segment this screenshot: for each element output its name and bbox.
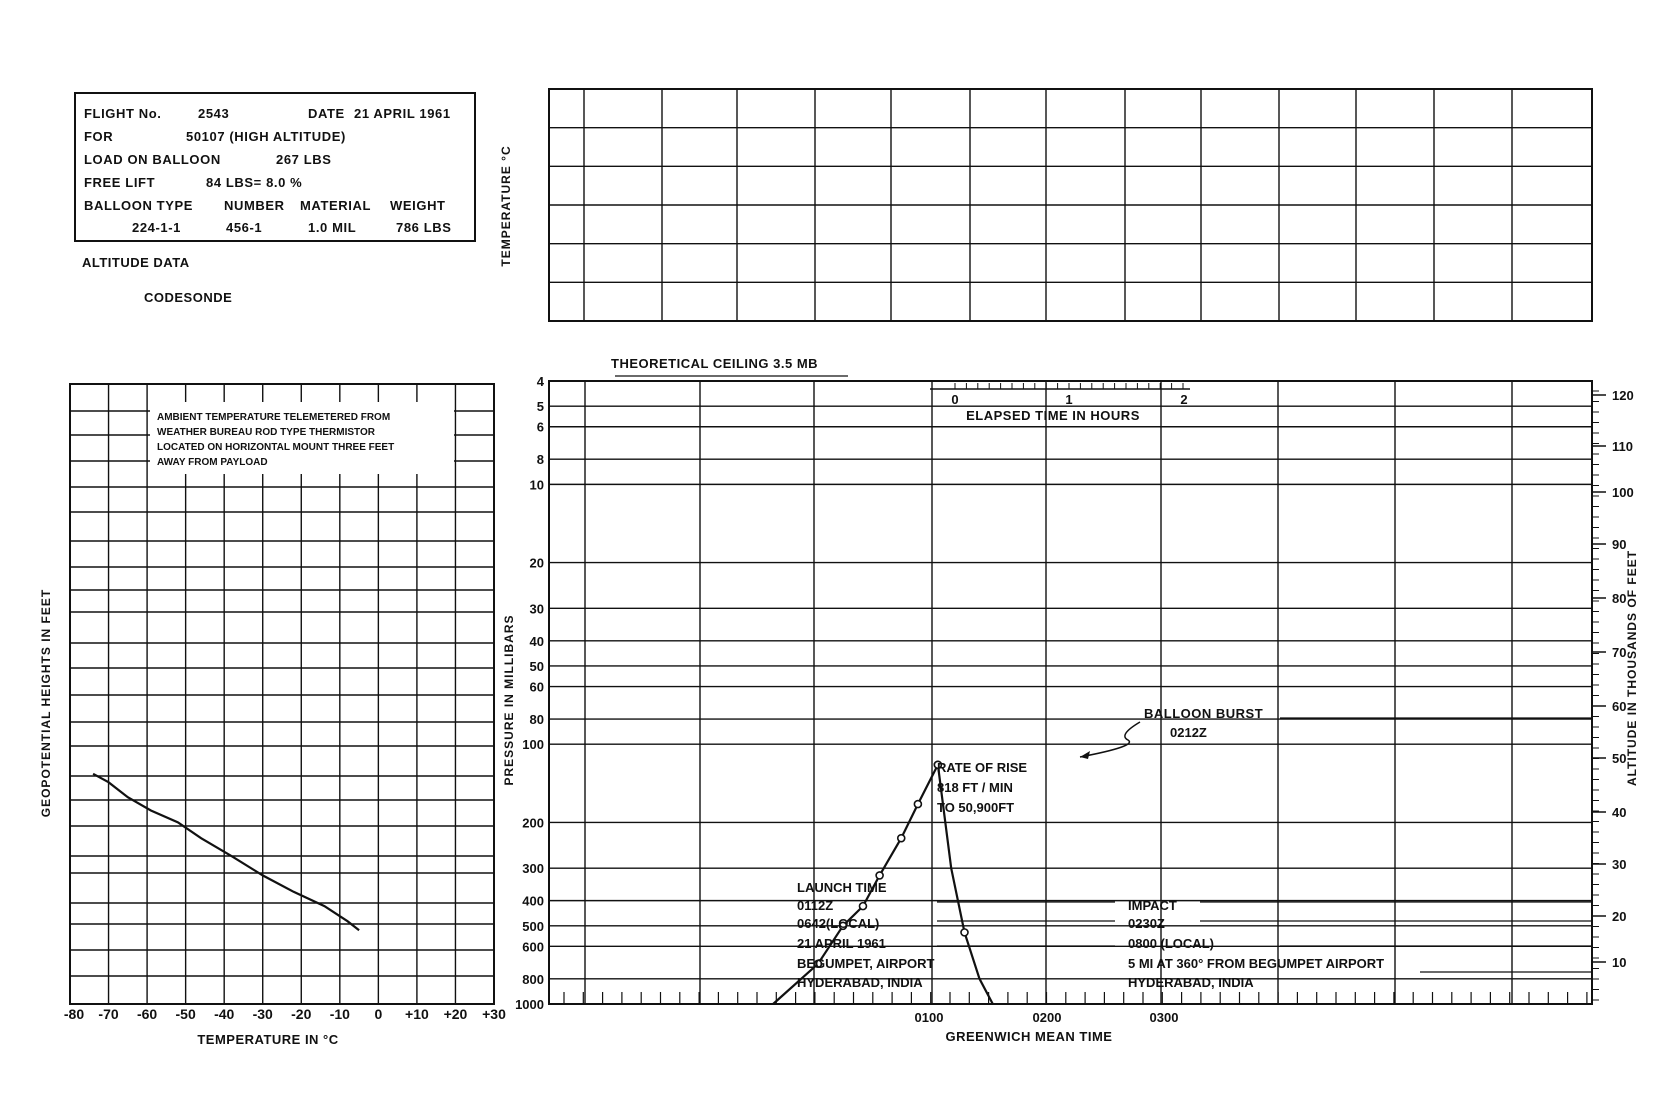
temp-tick-label: -50 [175, 1006, 196, 1022]
temp-tick-label: -60 [136, 1006, 158, 1022]
altitude-tick-label: 110 [1612, 439, 1633, 454]
gmt-tick-label: 0200 [1032, 1010, 1062, 1025]
free-lift-value: 84 LBS= 8.0 % [206, 175, 303, 190]
pressure-tick-label: 500 [522, 918, 544, 934]
altitude-tick-label: 20 [1612, 909, 1627, 924]
ascent-point [876, 872, 883, 879]
temp-tick-label: -10 [329, 1006, 350, 1022]
temp-tick-label: +20 [443, 1006, 468, 1022]
header-balloon-type: BALLOON TYPE [84, 198, 194, 213]
rate-of-rise-line-3: TO 50,900FT [937, 800, 1015, 815]
free-lift-label: FREE LIFT [84, 175, 156, 190]
altitude-tick-label: 120 [1612, 388, 1634, 403]
left-chart-frame [70, 384, 494, 1004]
for-label: FOR [84, 129, 114, 144]
pressure-tick-label: 40 [529, 633, 544, 649]
flight-number-label: FLIGHT No. [84, 106, 162, 121]
balloon-material-value: 1.0 MIL [308, 220, 357, 235]
launch-line-6: HYDERABAD, INDIA [797, 975, 923, 990]
annotation-line-1: AMBIENT TEMPERATURE TELEMETERED FROM [157, 412, 391, 423]
annotation-line-2: WEATHER BUREAU ROD TYPE THERMISTOR [157, 427, 375, 438]
elapsed-tick-label: 1 [1065, 392, 1073, 407]
gmt-tick-label: 0300 [1149, 1010, 1179, 1025]
rate-of-rise-line-2: 818 FT / MIN [937, 780, 1013, 795]
annotation-line-3: LOCATED ON HORIZONTAL MOUNT THREE FEET [157, 442, 395, 453]
balloon-weight-value: 786 LBS [396, 220, 452, 235]
pressure-tick-label: 10 [529, 477, 544, 493]
altitude-tick-label: 30 [1612, 857, 1627, 872]
header-number: NUMBER [224, 198, 285, 213]
pressure-tick-label: 30 [529, 601, 544, 617]
ascent-point [914, 801, 921, 808]
elapsed-time-label: ELAPSED TIME IN HOURS [966, 408, 1140, 423]
launch-line-3: 0642(LOCAL) [797, 916, 880, 931]
temp-tick-label: +10 [405, 1006, 429, 1022]
pressure-tick-label: 200 [522, 815, 544, 831]
ambient-temperature-line [93, 774, 359, 930]
launch-line-5: BEGUMPET, AIRPORT [797, 956, 935, 971]
main-chart-y2label: ALTITUDE IN THOUSANDS OF FEET [1625, 549, 1639, 787]
main-chart-frame [549, 381, 1592, 1004]
pressure-tick-label: 6 [536, 419, 544, 435]
temp-tick-label: -30 [252, 1006, 273, 1022]
header-material: MATERIAL [300, 198, 371, 213]
pressure-tick-label: 600 [522, 939, 544, 955]
pressure-tick-label: 400 [522, 893, 544, 909]
rate-of-rise-line-1: RATE OF RISE [937, 760, 1028, 775]
left-chart-ylabel: GEOPOTENTIAL HEIGHTS IN FEET [39, 588, 53, 818]
date-value: 21 APRIL 1961 [354, 106, 451, 121]
pressure-tick-label: 8 [536, 452, 544, 468]
ascent-point [859, 903, 866, 910]
altitude-tick-label: 90 [1612, 537, 1627, 552]
burst-arrowhead [1080, 751, 1090, 759]
impact-line-1: IMPACT [1128, 898, 1177, 913]
temp-tick-label: 0 [374, 1006, 383, 1022]
launch-line-2: 0112Z [797, 898, 834, 913]
load-label: LOAD ON BALLOON [84, 152, 221, 167]
annotation-line-4: AWAY FROM PAYLOAD [157, 457, 268, 468]
temp-tick-label: +30 [482, 1006, 506, 1022]
left-chart-xlabel: TEMPERATURE IN °C [197, 1032, 339, 1047]
pressure-tick-label: 300 [522, 861, 544, 877]
altitude-tick-label: 70 [1612, 645, 1627, 660]
pressure-tick-label: 5 [536, 399, 544, 415]
top-chart-ylabel: TEMPERATURE °C [499, 145, 513, 267]
ascent-point [898, 835, 905, 842]
pressure-tick-label: 1000 [515, 997, 544, 1012]
pressure-tick-label: 50 [529, 658, 544, 674]
codesonde-label: CODESONDE [144, 290, 233, 305]
pressure-tick-label: 80 [529, 712, 544, 728]
altitude-tick-label: 10 [1612, 955, 1627, 970]
main-chart-xlabel: GREENWICH MEAN TIME [945, 1029, 1113, 1044]
load-value: 267 LBS [276, 152, 332, 167]
date-label: DATE [308, 106, 345, 121]
pressure-tick-label: 20 [529, 555, 544, 571]
altitude-tick-label: 50 [1612, 751, 1627, 766]
altitude-data-label: ALTITUDE DATA [82, 255, 190, 270]
altitude-tick-label: 40 [1612, 805, 1627, 820]
launch-line-1: LAUNCH TIME [797, 880, 887, 895]
pressure-tick-label: 60 [529, 679, 544, 695]
burst-label: BALLOON BURST [1144, 706, 1264, 721]
launch-line-4: 21 APRIL 1961 [797, 936, 886, 951]
impact-line-2: 0230Z [1128, 916, 1165, 931]
elapsed-tick-label: 0 [951, 392, 959, 407]
header-weight: WEIGHT [390, 198, 446, 213]
pressure-tick-label: 100 [522, 737, 544, 753]
temp-tick-label: -20 [291, 1006, 312, 1022]
gmt-tick-label: 0100 [914, 1010, 944, 1025]
burst-time: 0212Z [1170, 725, 1207, 740]
impact-line-3: 0800 (LOCAL) [1128, 936, 1214, 951]
pressure-tick-label: 4 [536, 374, 544, 389]
temp-tick-label: -70 [98, 1006, 119, 1022]
main-chart-ylabel: PRESSURE IN MILLIBARS [502, 614, 516, 786]
descent-point [961, 929, 968, 936]
theoretical-ceiling-label: THEORETICAL CEILING 3.5 MB [611, 356, 819, 371]
impact-line-5: HYDERABAD, INDIA [1128, 975, 1254, 990]
temp-tick-label: -80 [63, 1006, 85, 1022]
altitude-tick-label: 80 [1612, 591, 1627, 606]
temp-tick-label: -40 [214, 1006, 235, 1022]
balloon-type-value: 224-1-1 [132, 220, 182, 235]
elapsed-tick-label: 2 [1180, 392, 1188, 407]
for-value: 50107 (HIGH ALTITUDE) [186, 129, 346, 144]
balloon-number-value: 456-1 [226, 220, 263, 235]
flight-number-value: 2543 [198, 106, 230, 121]
altitude-tick-label: 100 [1612, 485, 1634, 500]
pressure-tick-label: 800 [522, 971, 544, 987]
impact-line-4: 5 MI AT 360° FROM BEGUMPET AIRPORT [1128, 956, 1385, 971]
altitude-tick-label: 60 [1612, 699, 1627, 714]
